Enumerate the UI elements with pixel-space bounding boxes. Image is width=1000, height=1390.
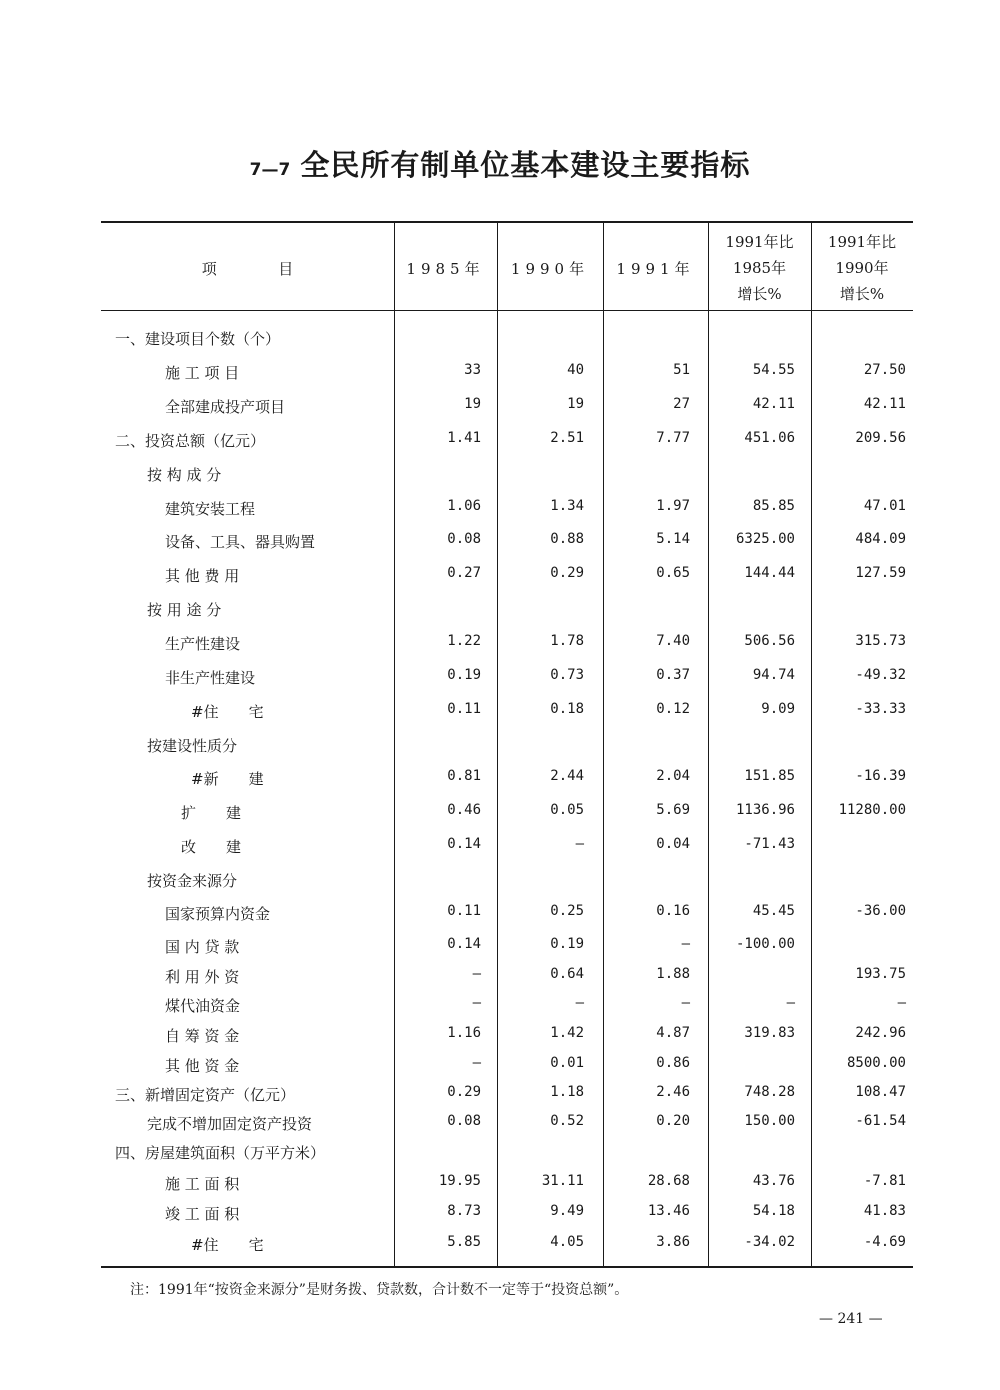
- value-cell: 1.34: [550, 498, 584, 514]
- value-cell: 43.76: [752, 1173, 795, 1189]
- value-cell: 150.00: [744, 1113, 795, 1129]
- value-cell: 1.42: [550, 1025, 584, 1041]
- value-cell: 45.45: [752, 903, 795, 919]
- value-cell: 7.40: [656, 633, 690, 649]
- value-cell: 144.44: [744, 565, 795, 581]
- value-cell: —: [681, 936, 690, 952]
- value-cell: —: [575, 836, 584, 852]
- value-cell: 0.05: [550, 802, 584, 818]
- value-cell: -36.00: [855, 903, 906, 919]
- value-cell: 7.77: [656, 430, 690, 446]
- value-cell: 748.28: [744, 1084, 795, 1100]
- table-title: [0, 143, 1000, 184]
- row-label: 建筑安装工程: [165, 500, 256, 518]
- value-cell: 451.06: [744, 430, 795, 446]
- value-cell: -16.39: [855, 768, 906, 784]
- value-cell: 33: [464, 362, 481, 378]
- value-cell: 11280.00: [838, 802, 906, 818]
- header-1990: 1990年: [510, 259, 590, 278]
- header-1991: 1991年: [616, 259, 695, 278]
- value-cell: 319.83: [744, 1025, 795, 1041]
- value-cell: -49.32: [855, 667, 906, 683]
- value-cell: 1.97: [656, 498, 690, 514]
- value-cell: —: [786, 995, 795, 1011]
- table-row: [101, 324, 913, 352]
- value-cell: 0.86: [656, 1055, 690, 1071]
- value-cell: 54.55: [752, 362, 795, 378]
- value-cell: 27.50: [863, 362, 906, 378]
- value-cell: 28.68: [647, 1173, 690, 1189]
- row-label: 一、建设项目个数（个）: [115, 330, 281, 348]
- table-title-text: 全民所有制单位基本建设主要指标: [300, 148, 751, 182]
- value-cell: -71.43: [744, 836, 795, 852]
- row-label: 完成不增加固定资产投资: [147, 1115, 313, 1133]
- row-label: 利 用 外 资: [165, 968, 240, 986]
- value-cell: 108.47: [855, 1084, 906, 1100]
- table-row: [101, 561, 913, 589]
- value-cell: 41.83: [863, 1203, 906, 1219]
- value-cell: 0.01: [550, 1055, 584, 1071]
- value-cell: 0.08: [447, 1113, 481, 1129]
- value-cell: 0.19: [447, 667, 481, 683]
- table-row: [101, 798, 913, 826]
- table-row: [101, 494, 913, 522]
- table-row: [101, 1080, 913, 1108]
- row-label: 改 建: [181, 838, 242, 856]
- value-cell: -100.00: [735, 936, 795, 952]
- value-cell: 0.46: [447, 802, 481, 818]
- value-cell: 0.88: [550, 531, 584, 547]
- row-label: 扩 建: [181, 804, 242, 822]
- value-cell: 127.59: [855, 565, 906, 581]
- value-cell: 2.44: [550, 768, 584, 784]
- page-number: — 241 —: [819, 1311, 883, 1327]
- value-cell: 1.78: [550, 633, 584, 649]
- row-label: 煤代油资金: [165, 997, 241, 1015]
- value-cell: 0.64: [550, 966, 584, 982]
- value-cell: -34.02: [744, 1234, 795, 1250]
- value-cell: 9.09: [761, 701, 795, 717]
- header-rule: [101, 310, 913, 311]
- value-cell: —: [472, 1055, 481, 1071]
- value-cell: -61.54: [855, 1113, 906, 1129]
- top-rule: [101, 221, 913, 223]
- value-cell: 1136.96: [735, 802, 795, 818]
- row-label: 按建设性质分: [147, 737, 238, 755]
- value-cell: 0.37: [656, 667, 690, 683]
- table-number: 7—7: [249, 160, 291, 180]
- value-cell: 0.29: [447, 1084, 481, 1100]
- value-cell: 3.86: [656, 1234, 690, 1250]
- table-row: [101, 426, 913, 454]
- row-label: 设备、工具、器具购置: [165, 533, 316, 551]
- row-label: 国家预算内资金: [165, 905, 271, 923]
- value-cell: —: [575, 995, 584, 1011]
- value-cell: 6325.00: [735, 531, 795, 547]
- value-cell: 42.11: [752, 396, 795, 412]
- table-row: [101, 392, 913, 420]
- table-row: [101, 899, 913, 927]
- value-cell: 8500.00: [846, 1055, 906, 1071]
- table-row: [101, 1051, 913, 1079]
- header-growth-vs-1985: 1991年比 1985年 增长%: [725, 233, 794, 303]
- row-label: 非生产性建设: [165, 669, 256, 687]
- value-cell: 1.41: [447, 430, 481, 446]
- value-cell: 0.08: [447, 531, 481, 547]
- value-cell: 193.75: [855, 966, 906, 982]
- table-row: [101, 1109, 913, 1137]
- row-label: 全部建成投产项目: [165, 398, 286, 416]
- value-cell: -33.33: [855, 701, 906, 717]
- value-cell: —: [472, 995, 481, 1011]
- value-cell: 19: [567, 396, 584, 412]
- value-cell: 0.20: [656, 1113, 690, 1129]
- header-item: 项 目: [201, 259, 294, 278]
- value-cell: 1.18: [550, 1084, 584, 1100]
- value-cell: 0.04: [656, 836, 690, 852]
- value-cell: 94.74: [752, 667, 795, 683]
- value-cell: 4.05: [550, 1234, 584, 1250]
- value-cell: 19: [464, 396, 481, 412]
- table-row: [101, 932, 913, 960]
- row-label: 施 工 项 目: [165, 364, 240, 382]
- value-cell: 0.81: [447, 768, 481, 784]
- table-row: [101, 1021, 913, 1049]
- table-row: [101, 731, 913, 759]
- value-cell: —: [681, 995, 690, 1011]
- row-label: #住 宅: [191, 703, 264, 721]
- value-cell: —: [472, 966, 481, 982]
- value-cell: 9.49: [550, 1203, 584, 1219]
- value-cell: 1.16: [447, 1025, 481, 1041]
- row-label: 竣 工 面 积: [165, 1205, 240, 1223]
- value-cell: 151.85: [744, 768, 795, 784]
- table-row: [101, 697, 913, 725]
- table-row: [101, 629, 913, 657]
- row-label: 施 工 面 积: [165, 1175, 240, 1193]
- table-row: [101, 595, 913, 623]
- table-row: [101, 527, 913, 555]
- value-cell: 0.18: [550, 701, 584, 717]
- value-cell: —: [897, 995, 906, 1011]
- row-label: 生产性建设: [165, 635, 241, 653]
- row-label: 国 内 贷 款: [165, 938, 240, 956]
- table-row: [101, 962, 913, 990]
- value-cell: 0.16: [656, 903, 690, 919]
- value-cell: 31.11: [541, 1173, 584, 1189]
- value-cell: 2.46: [656, 1084, 690, 1100]
- value-cell: 0.14: [447, 936, 481, 952]
- value-cell: 47.01: [863, 498, 906, 514]
- value-cell: 0.14: [447, 836, 481, 852]
- table-row: [101, 460, 913, 488]
- bottom-rule: [101, 1266, 913, 1268]
- value-cell: 0.11: [447, 701, 481, 717]
- row-label: #住 宅: [191, 1236, 264, 1254]
- value-cell: 484.09: [855, 531, 906, 547]
- row-label: #新 建: [191, 770, 264, 788]
- value-cell: 1.06: [447, 498, 481, 514]
- value-cell: 2.51: [550, 430, 584, 446]
- table-row: [101, 358, 913, 386]
- value-cell: 51: [673, 362, 690, 378]
- value-cell: 42.11: [863, 396, 906, 412]
- value-cell: 5.69: [656, 802, 690, 818]
- value-cell: 506.56: [744, 633, 795, 649]
- row-label: 自 筹 资 金: [165, 1027, 240, 1045]
- value-cell: 27: [673, 396, 690, 412]
- value-cell: 1.88: [656, 966, 690, 982]
- value-cell: 2.04: [656, 768, 690, 784]
- table-row: [101, 1138, 913, 1166]
- row-label: 按资金来源分: [147, 872, 238, 890]
- value-cell: 0.73: [550, 667, 584, 683]
- value-cell: 242.96: [855, 1025, 906, 1041]
- value-cell: 0.12: [656, 701, 690, 717]
- value-cell: 40: [567, 362, 584, 378]
- value-cell: 315.73: [855, 633, 906, 649]
- row-label: 按 构 成 分: [147, 466, 222, 484]
- footnote: 注：1991年“按资金来源分”是财务拨、贷款数，合计数不一定等于“投资总额”。: [130, 1282, 629, 1298]
- value-cell: 8.73: [447, 1203, 481, 1219]
- table-row: [101, 1230, 913, 1258]
- value-cell: 13.46: [647, 1203, 690, 1219]
- value-cell: 4.87: [656, 1025, 690, 1041]
- value-cell: 54.18: [752, 1203, 795, 1219]
- value-cell: 1.22: [447, 633, 481, 649]
- row-label: 按 用 途 分: [147, 601, 222, 619]
- row-label: 四、房屋建筑面积（万平方米）: [115, 1144, 326, 1162]
- row-label: 三、新增固定资产（亿元）: [115, 1086, 296, 1104]
- value-cell: -4.69: [863, 1234, 906, 1250]
- value-cell: 85.85: [752, 498, 795, 514]
- value-cell: 0.65: [656, 565, 690, 581]
- value-cell: 5.14: [656, 531, 690, 547]
- value-cell: 0.29: [550, 565, 584, 581]
- value-cell: 19.95: [438, 1173, 481, 1189]
- table-row: [101, 866, 913, 894]
- table-row: [101, 991, 913, 1019]
- value-cell: 0.52: [550, 1113, 584, 1129]
- value-cell: -7.81: [863, 1173, 906, 1189]
- row-label: 其 他 资 金: [165, 1057, 240, 1075]
- value-cell: 0.25: [550, 903, 584, 919]
- row-label: 其 他 费 用: [165, 567, 240, 585]
- row-label: 二、投资总额（亿元）: [115, 432, 266, 450]
- value-cell: 0.11: [447, 903, 481, 919]
- table-row: [101, 663, 913, 691]
- value-cell: 0.27: [447, 565, 481, 581]
- table-row: [101, 832, 913, 860]
- table-row: [101, 1199, 913, 1227]
- header-1985: 1985年: [406, 259, 485, 278]
- value-cell: 5.85: [447, 1234, 481, 1250]
- value-cell: 209.56: [855, 430, 906, 446]
- table-row: [101, 1169, 913, 1197]
- header-growth-vs-1990: 1991年比 1990年 增长%: [827, 233, 897, 303]
- value-cell: 0.19: [550, 936, 584, 952]
- table-row: [101, 764, 913, 792]
